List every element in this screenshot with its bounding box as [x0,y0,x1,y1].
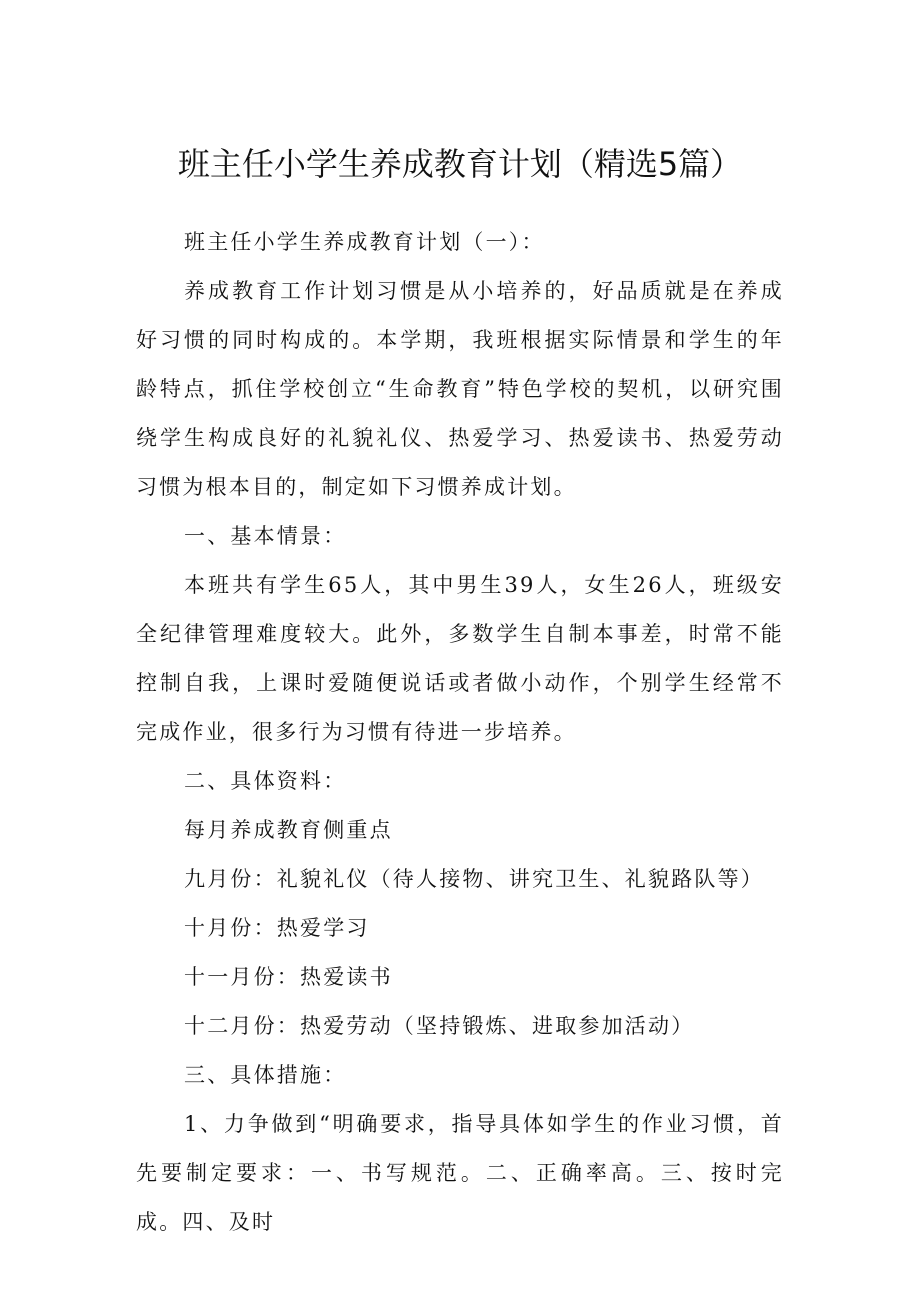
heading-part-one: 班主任小学生养成教育计划（一）： [184,230,545,254]
situation-paragraph: 本班共有学生65人，其中男生39人，女生26人，班级安全纪律管理难度较大。此外，多数学生自制本事差，时常不能控制自我，上课时爱随便说话或者做小动作，个别学生经常不完成作业，很多行为习惯有待进一步培养。 [136,573,784,744]
measure-one-paragraph: 1、力争做到“明确要求，指导具体如学生的作业习惯，首先要制定要求：一、书写规范。二、正确率高。三、按时完成。四、及时 [136,1112,784,1234]
section-heading-specific-content: 二、具体资料： [184,769,347,793]
month-item-september: 九月份：礼貌礼仪（待人接物、讲究卫生、礼貌路队等） [184,867,764,891]
document-title: 班主任小学生养成教育计划（精选5篇） [177,145,743,183]
month-item-december: 十二月份：热爱劳动（坚持锻炼、进取参加活动） [184,1014,695,1038]
month-item-october: 十月份：热爱学习 [184,916,370,940]
document-body [136,218,784,1247]
intro-paragraph: 养成教育工作计划习惯是从小培养的，好品质就是在养成好习惯的同时构成的。本学期，我班根据实际情景和学生的年龄特点，抓住学校创立“生命教育”特色学校的契机，以研究围绕学生构成良好的礼貌礼仪、热爱学习、热爱读书、热爱劳动习惯为根本目的，制定如下习惯养成计划。 [136,279,784,499]
section-heading-basic-situation: 一、基本情景： [184,524,347,548]
month-item-november: 十一月份：热爱读书 [184,965,393,989]
monthly-focus-heading: 每月养成教育侧重点 [184,818,393,842]
section-heading-measures: 三、具体措施： [184,1063,347,1087]
